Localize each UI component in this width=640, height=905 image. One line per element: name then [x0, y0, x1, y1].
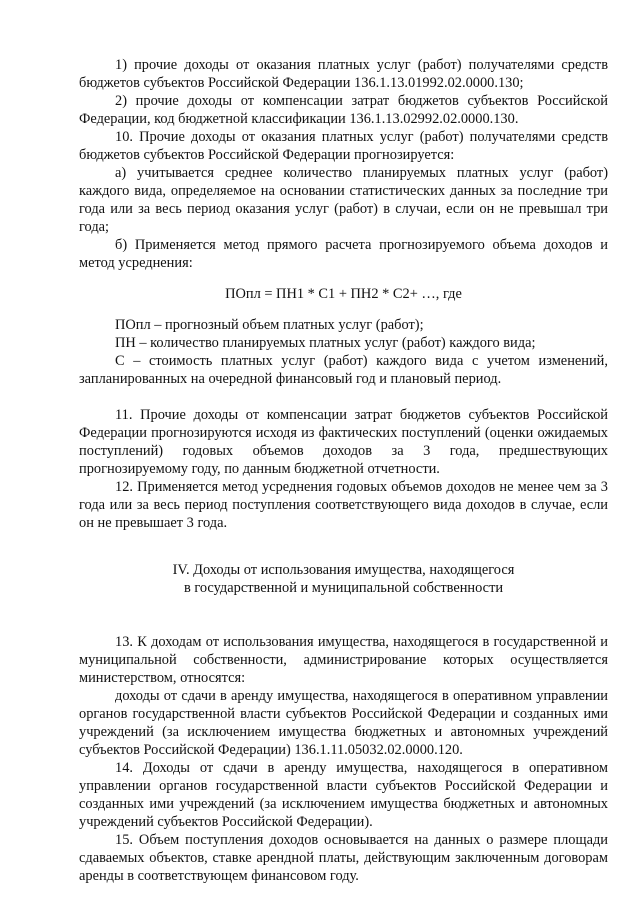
paragraph-subclause-a: а) учитывается среднее количество планируемых платных услуг (работ) каждого вида, определяемое на основании статистических данных за последние три года или за весь период оказания услуг (работ) в случаи, если он не превышал три года; [79, 165, 608, 235]
paragraph-clause-10: 10. Прочие доходы от оказания платных услуг (работ) получателями средств бюджетов субъектов Российской Федерации прогнозируется: [79, 129, 608, 163]
definition-pn: ПН – количество планируемых платных услуг (работ) каждого вида; [115, 335, 536, 351]
paragraph-clause-15: 15. Объем поступления доходов основывается на данных о размере площади сдаваемых объектов, ставке арендной платы, действующим заключенным договорам аренды в соответствующем финансовом году. [79, 832, 608, 884]
paragraph-clause-11: 11. Прочие доходы от компенсации затрат бюджетов субъектов Российской Федерации прогнозируются исходя из фактических поступлений (оценки ожидаемых поступлений) годовых объемов доходов за 3 года, предшествующих прогнозируемому году, по данным бюджетной отчетности. [79, 407, 608, 477]
formula: ПОпл = ПН1 * С1 + ПН2 * С2+ …, где [225, 286, 462, 302]
paragraph-clause-13: 13. К доходам от использования имущества, находящегося в государственной и муниципальной собственности, администрирование которых осуществляется министерством, относятся: [79, 634, 608, 686]
section-title-line-1: IV. Доходы от использования имущества, находящегося [172, 562, 515, 578]
definition-c: С – стоимость платных услуг (работ) каждого вида с учетом изменений, запланированных на очередной финансовый год и плановый период. [79, 353, 608, 387]
paragraph-clause-12: 12. Применяется метод усреднения годовых объемов доходов не менее чем за 3 года или за весь период поступления соответствующего вида доходов в случае, если он не превышает 3 года. [79, 479, 608, 531]
paragraph-subclause-b: б) Применяется метод прямого расчета прогнозируемого объема доходов и метод усреднения: [79, 237, 608, 271]
paragraph-rental-income: доходы от сдачи в аренду имущества, находящегося в оперативном управлении органов государственной власти субъектов Российской Федерации и созданных ими учреждений (за исключением имущества бюджетных и автономных учреждений субъектов Российской Федерации) 136.1.11.05032.02.0000.120. [79, 688, 608, 758]
paragraph-item-1: 1) прочие доходы от оказания платных услуг (работ) получателями средств бюджетов субъектов Российской Федерации 136.1.13.01992.02.0000.130; [79, 57, 608, 91]
section-title-line-2: в государственной и муниципальной собственности [183, 580, 504, 596]
definition-popl: ПОпл – прогнозный объем платных услуг (работ); [115, 317, 424, 333]
paragraph-item-2: 2) прочие доходы от компенсации затрат бюджетов субъектов Российской Федерации, код бюджетной классификации 136.1.13.02992.02.0000.130. [79, 93, 608, 127]
paragraph-clause-14: 14. Доходы от сдачи в аренду имущества, находящегося в оперативном управлении органов государственной власти субъектов Российской Федерации и созданных ими учреждений (за исключением имущества бюджетных и автономных учреждений субъектов Российской Федерации). [79, 760, 608, 830]
section-title [79, 561, 608, 597]
